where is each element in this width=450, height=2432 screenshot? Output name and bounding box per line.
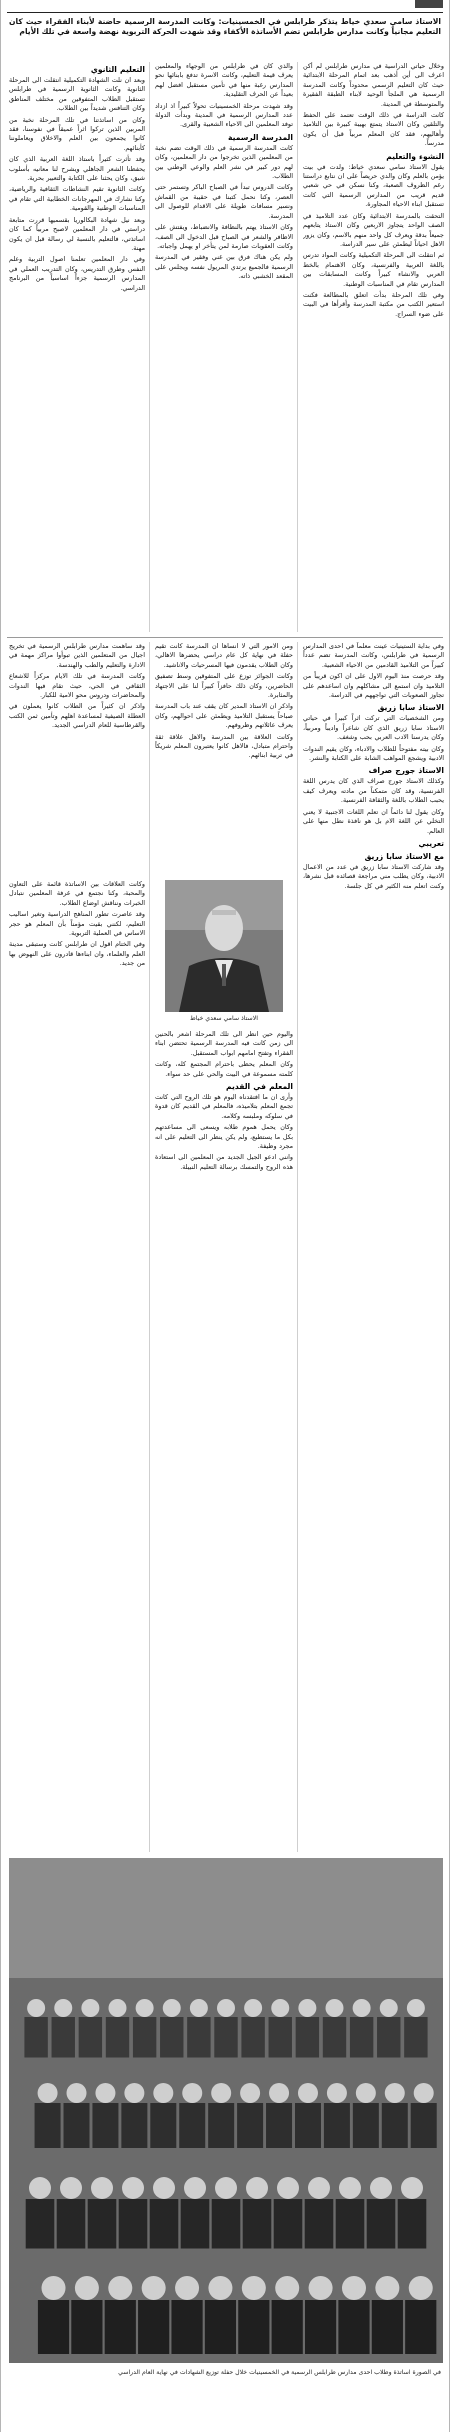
paragraph: يقول الاستاذ سامي سعدي خياط: ولدت في بيت يؤمن بالعلم وكان والدي حريصاً على ان نتابع دراستنا رغم الظروف الصعبة، وكنا نسكن في حي شعبي قديم قريب من المدارس الرسمية التي كانت تستقبل ابناء الاحياء المجاورة. — [303, 162, 444, 209]
person-head — [182, 2083, 202, 2103]
paragraph: وقد شهدت مرحلة الخمسينيات تحولاً كبيراً اذ ازداد عدد المدارس الرسمية في المدينة وبدأت الدولة توفد المعلمين الى الاحياء الشعبية والقرى. — [155, 101, 293, 129]
person-head — [353, 1999, 371, 2017]
person-head — [269, 2083, 289, 2103]
person-body — [64, 2103, 90, 2148]
person-head — [277, 2177, 299, 2199]
person-head — [217, 1999, 235, 2017]
person-body — [71, 2300, 102, 2354]
person-head — [370, 2177, 392, 2199]
person-head — [184, 2177, 206, 2199]
person-head — [271, 1999, 289, 2017]
paragraph: كانت المدرسة الرسمية في ذلك الوقت تضم نخبة من المعلمين الذين تخرجوا من دار المعلمين، وكان لهم دور كبير في نشر العلم والوعي الوطني بين الطلاب. — [155, 143, 293, 181]
paragraph: وقد حرصت منذ اليوم الاول على ان اكون قريباً من التلاميذ وان استمع الى مشاكلهم وان اساعدهم على تجاوز الصعوبات التي تواجههم في الدراسة. — [303, 672, 444, 700]
person-head — [109, 1999, 127, 2017]
person-head — [215, 2177, 237, 2199]
paragraph: وبعد ان نلت الشهادة التكميلية انتقلت الى المرحلة الثانوية وكانت الثانوية الرسمية في طرابلس تستقبل الطلاب المتفوقين من مختلف المناطق وكان التنافس شديداً بين الطلاب. — [9, 76, 145, 113]
article-column-6 — [9, 642, 145, 874]
paragraph: وكان من اساتذتنا في تلك المرحلة نخبة من المربين الذين تركوا اثراً عميقاً في نفوسنا، فقد كانوا يجمعون بين العلم والاخلاق ويعاملوننا كأبنائهم. — [9, 115, 145, 152]
article-column-5 — [155, 642, 293, 874]
person-body — [171, 2300, 202, 2354]
person-body — [187, 2017, 210, 2058]
person-head — [163, 1999, 181, 2017]
article-column-3 — [9, 62, 145, 632]
paragraph: وفي تلك المرحلة بدأت اتعلق بالمطالعة فكنت استعير الكتب من مكتبة المدرسة وأقرأها في البيت على ضوء السراج. — [303, 290, 444, 318]
person-head — [153, 2083, 173, 2103]
paragraph: واذكر ان الاستاذ المدير كان يقف عند باب المدرسة صباحاً يستقبل التلاميذ ويطمئن على احوالهم، وكان يعرف عائلاتهم وظروفهم. — [155, 702, 293, 730]
person-head — [407, 1999, 425, 2017]
group-photo-caption: في الصورة اساتذة وطلاب احدى مدارس طرابلس الرسمية في الخمسينيات خلال حفلة توزيع الشهادات في نهاية العام الدراسي — [118, 2369, 441, 2376]
person-body — [405, 2300, 436, 2354]
paragraph: ولم يكن هناك فرق بين غني وفقير في المدرسة الرسمية فالجميع يرتدي المريول نفسه ويجلس على المقعد الخشبي ذاته. — [155, 253, 293, 281]
paragraph: وخلال حياتي الدراسية في مدارس طرابلس لم أكن اعرف الى أين أذهب بعد اتمام المرحلة الابتدائية حيث كان التعليم الرسمي محدوداً وكانت المدرسة الرسمية هي الملجأ الوحيد لابناء الطبقة الفقيرة والمتوسطة في المدينة. — [303, 62, 444, 108]
paragraph: وكانت الثانوية تقيم النشاطات الثقافية والرياضية، وكنا نشارك في المهرجانات الخطابية التي تقام في المناسبات الوطنية والقومية. — [9, 185, 145, 213]
person-body — [243, 2199, 272, 2249]
article-column-4 — [303, 642, 444, 1842]
newspaper-logo — [415, 0, 443, 8]
paragraph: وبعد نيل شهادة البكالوريا بقسميها قررت متابعة دراستي في دار المعلمين لاصبح مربياً كما كان اساتذتي، فالتعليم بالنسبة لي رسالة قبل ان يكون مهنة. — [9, 215, 145, 252]
person-head — [108, 2276, 132, 2300]
person-head — [298, 2083, 318, 2103]
person-body — [88, 2199, 117, 2249]
person-body — [269, 2017, 292, 2058]
person-body — [150, 2199, 179, 2249]
person-body — [238, 2300, 269, 2354]
person-head — [136, 1999, 154, 2017]
person-body — [237, 2103, 263, 2148]
person-head — [208, 2276, 232, 2300]
person-body — [119, 2199, 148, 2249]
paragraph: واذكر ان كثيراً من الطلاب كانوا يعملون في العطلة الصيفية لمساعدة اهلهم وتأمين ثمن الكتب والقرطاسية للعام الدراسي الجديد. — [9, 702, 145, 730]
person-head — [327, 2083, 347, 2103]
portrait-caption: الاستاذ سامي سعدي خياط — [190, 1015, 258, 1022]
person-body — [272, 2300, 303, 2354]
person-body — [52, 2017, 75, 2058]
section-divider — [7, 637, 443, 638]
article-column-7 — [155, 1030, 293, 1850]
person-body — [305, 2199, 334, 2249]
person-head — [244, 1999, 262, 2017]
paragraph: وأرى ان ما افتقدناه اليوم هو تلك الروح التي كانت تجمع المعلم بتلاميذه، فالمعلم في القديم كان قدوة في سلوكه وملبسه وكلامه. — [155, 1093, 293, 1120]
person-body — [106, 2017, 129, 2058]
column-divider — [297, 642, 298, 1852]
person-head — [122, 2177, 144, 2199]
paragraph: وكانت العلاقات بين الاساتذة قائمة على التعاون والمحبة، وكنا نجتمع في غرفة المعلمين نتبادل الخبرات ونناقش اوضاع الطلاب. — [9, 880, 145, 907]
paragraph: وقد تأثرت كثيراً باستاذ اللغة العربية الذي كان يحفظنا الشعر الجاهلي ويشرح لنا معانيه بأسلوب شيق، وكان يحثنا على الكتابة والتعبير بحرية. — [9, 155, 145, 183]
paragraph: وكذلك الاستاذ جورج صراف الذي كان يدرس اللغة الفرنسية، وقد كان متمكناً من مادته ويعرف كيف يحبب الطلاب باللغة والثقافة الفرنسية. — [303, 777, 444, 805]
person-head — [375, 2276, 399, 2300]
paragraph: وكان الاستاذ يهتم بالنظافة والانضباط، ويفتش على الاظافر والشعر في الصباح قبل الدخول الى الصف، وكانت العقوبات صارمة لمن يتأخر او يهمل واجباته. — [155, 223, 293, 250]
article-headline: الاستاذ سامي سعدي خياط يتذكر طرابلس في الخمسينيات: وكانت المدرسة الرسمية حاضنة لأبناء الفقراء حيث كان التعليم مجانياً وكانت مدارس طرابلس تضم الأساتذة الأكفاء وقد شهدت الحركة التربوية نهضة واسعة في تلك الأيام — [9, 17, 441, 36]
paragraph: وكانت العلاقة بين المدرسة والاهل علاقة ثقة واحترام متبادل، فالاهل كانوا يعتبرون المعلم شريكاً في تربية ابنائهم. — [155, 732, 293, 760]
portrait-image — [165, 880, 283, 1012]
person-head — [342, 2276, 366, 2300]
paragraph: وقد عاصرت تطور المناهج الدراسية وتغير اساليب التعليم، لكنني بقيت مؤمناً بأن المعلم هو حجر الاساس في العملية التربوية. — [9, 910, 145, 938]
person-body — [353, 2103, 379, 2148]
person-head — [38, 2083, 58, 2103]
portrait-photo — [165, 880, 283, 1012]
person-head — [401, 2177, 423, 2199]
paragraph: كانت الدراسة في ذلك الوقت تعتمد على الحفظ والتلقين وكان الاستاذ يتمتع بهيبة كبيرة بين التلاميذ وأهاليهم، فقد كان المعلم مربياً قبل أن يكون مدرساً. — [303, 111, 444, 148]
person-body — [411, 2103, 437, 2148]
person-body — [296, 2017, 319, 2058]
person-body — [181, 2199, 210, 2249]
article-column-1 — [303, 62, 444, 632]
person-body — [372, 2300, 403, 2354]
person-head — [380, 1999, 398, 2017]
person-body — [150, 2103, 176, 2148]
person-head — [211, 2083, 231, 2103]
person-body — [212, 2199, 241, 2249]
subheading: الاستاذ سابا زريق — [377, 703, 444, 713]
paragraph: واليوم حين انظر الى تلك المرحلة اشعر بالحنين الى زمن كانت فيه المدرسة الرسمية تحتضن ابناء الفقراء وتفتح امامهم ابواب المستقبل. — [155, 1030, 293, 1057]
person-body — [214, 2017, 237, 2058]
person-body — [24, 2017, 47, 2058]
person-head — [81, 1999, 99, 2017]
person-body — [323, 2017, 346, 2058]
masthead-bar — [7, 4, 443, 13]
person-head — [27, 1999, 45, 2017]
person-head — [385, 2083, 405, 2103]
person-body — [179, 2103, 205, 2148]
person-body — [121, 2103, 147, 2148]
person-head — [95, 2083, 115, 2103]
subheading: المدرسة الرسمية — [228, 132, 293, 142]
person-head — [309, 2276, 333, 2300]
subheading: النشوء والتعليم — [386, 151, 444, 161]
person-body — [38, 2300, 69, 2354]
person-body — [350, 2017, 373, 2058]
person-head — [29, 2177, 51, 2199]
paragraph: وقد ساهمت مدارس طرابلس الرسمية في تخريج اجيال من المتعلمين الذين تبوأوا مراكز مهمة في الادارة والتعليم والطب والهندسة. — [9, 642, 145, 669]
person-head — [190, 1999, 208, 2017]
paragraph: وكان المعلم يحظى باحترام المجتمع كله، وكانت كلمته مسموعة في البيت والحي على حد سواء. — [155, 1060, 293, 1078]
article-column-8 — [9, 880, 145, 1850]
person-head — [308, 2177, 330, 2199]
person-body — [367, 2199, 396, 2249]
person-head — [409, 2276, 433, 2300]
subheading: تعريبي — [418, 838, 444, 848]
paragraph: وكانت الدروس تبدأ في الصباح الباكر وتستمر حتى العصر، وكنا نحمل كتبنا في حقيبة من القماش ونسير مسافات طويلة على الاقدام للوصول الى المدرسة. — [155, 183, 293, 220]
group-photo-image — [9, 1858, 443, 2363]
person-head — [242, 2276, 266, 2300]
person-head — [54, 1999, 72, 2017]
paragraph: وفي بداية الستينيات عينت معلماً في احدى المدارس الرسمية في طرابلس، وكانت المدرسة تضم عدداً كبيراً من التلاميذ القادمين من الاحياء الشعبية. — [303, 642, 444, 669]
person-head — [356, 2083, 376, 2103]
person-body — [295, 2103, 321, 2148]
paragraph: وكانت الجوائز توزع على المتفوقين وسط تصفيق الحاضرين، وكان ذلك حافزاً كبيراً لنا على الاجتهاد والمثابرة. — [155, 672, 293, 700]
paragraph: وكان بيته مفتوحاً للطلاب والادباء، وكان يقيم الندوات الادبية ويشجع المواهب الشابة على الكتابة والنشر. — [303, 744, 444, 763]
paragraph: وكان يقول لنا دائماً ان تعلم اللغات الاجنبية لا يعني التخلي عن اللغة الام بل هو نافذة نطل منها على العالم. — [303, 807, 444, 835]
person-body — [208, 2103, 234, 2148]
person-head — [175, 2276, 199, 2300]
person-body — [305, 2300, 336, 2354]
person-body — [35, 2103, 61, 2148]
person-head — [153, 2177, 175, 2199]
person-head — [75, 2276, 99, 2300]
person-head — [246, 2177, 268, 2199]
paragraph: وفي دار المعلمين تعلمنا اصول التربية وعلم النفس وطرق التدريس، وكان التدريب العملي في المدارس الرسمية جزءاً اساسياً من البرنامج الدراسي. — [9, 255, 145, 292]
paragraph: والذي كان في طرابلس من الوجهاء والمعلمين يعرف قيمة التعليم، وكانت الاسرة تدفع بابنائها نحو المدارس رغبة منها في تأمين مستقبل افضل لهم بعيداً عن الحرف التقليدية. — [155, 62, 293, 99]
person-head — [414, 2083, 434, 2103]
person-body — [266, 2103, 292, 2148]
paragraph: وفي الختام اقول ان طرابلس كانت وستبقى مدينة العلم والعلماء، وان ابناءها قادرون على النهوض بها من جديد. — [9, 940, 145, 968]
person-head — [124, 2083, 144, 2103]
person-head — [339, 2177, 361, 2199]
paragraph: ثم انتقلت الى المرحلة التكميلية وكانت المواد تدرس باللغة العربية والفرنسية، وكان الاهتمام بالخط العربي والانشاء كبيراً وكانت المسابقات بين المدارس تقام في المناسبات الوطنية. — [303, 251, 444, 288]
person-head — [298, 1999, 316, 2017]
subheading: التعليم الثانوي — [90, 65, 145, 74]
paragraph: وكانت المدرسة في تلك الايام مركزاً للاشعاع الثقافي في الحي، حيث تقام فيها الندوات والمحاضرات ودروس محو الامية للكبار. — [9, 672, 145, 700]
person-head — [67, 2083, 87, 2103]
paragraph: التحقت بالمدرسة الابتدائية وكان عدد التلاميذ في الصف الواحد يتجاوز الاربعين وكان الاستاذ يتابعهم جميعاً بدقة ويعرف كل واحد منهم بالاسم، وكان يزور الاهل احياناً ليطمئن على سير الدراسة. — [303, 211, 444, 248]
person-body — [274, 2199, 303, 2249]
person-body — [133, 2017, 156, 2058]
paragraph: وكان يحمل هموم طلابه ويسعى الى مساعدتهم بكل ما يستطيع، ولم يكن ينظر الى التعليم على انه مجرد وظيفة. — [155, 1123, 293, 1151]
group-photo — [9, 1858, 443, 2363]
person-body — [79, 2017, 102, 2058]
person-head — [142, 2276, 166, 2300]
article-column-2 — [155, 62, 293, 632]
subheading: الاستاذ جورج صراف — [368, 766, 444, 776]
person-body — [92, 2103, 118, 2148]
column-divider — [149, 642, 150, 1852]
person-body — [205, 2300, 236, 2354]
person-body — [105, 2300, 136, 2354]
person-body — [241, 2017, 264, 2058]
subheading: مع الاستاذ سابا زريق — [364, 851, 444, 861]
column-divider — [297, 62, 298, 632]
paragraph: وانني ادعو الجيل الجديد من المعلمين الى استعادة هذه الروح والتمسك برسالة التعليم النبيلة. — [155, 1153, 293, 1171]
person-body — [160, 2017, 183, 2058]
person-body — [26, 2199, 55, 2249]
person-body — [398, 2199, 427, 2249]
person-head — [60, 2177, 82, 2199]
paragraph: ومن الشخصيات التي تركت اثراً كبيراً في حياتي الاستاذ سابا زريق الذي كان شاعراً واديباً ومربياً، وكان يدرسنا الادب العربي بحب وشغف. — [303, 714, 444, 742]
person-body — [338, 2300, 369, 2354]
person-head — [326, 1999, 344, 2017]
person-head — [91, 2177, 113, 2199]
column-divider — [149, 62, 150, 632]
paragraph: ومن الامور التي لا انساها ان المدرسة كانت تقيم حفلة في نهاية كل عام دراسي يحضرها الاهالي، وكان الطلاب يقدمون فيها المسرحيات والاناشيد. — [155, 642, 293, 669]
person-body — [324, 2103, 350, 2148]
person-body — [382, 2103, 408, 2148]
person-body — [377, 2017, 400, 2058]
person-head — [42, 2276, 66, 2300]
person-body — [138, 2300, 169, 2354]
paragraph: وقد شاركت الاستاذ سابا زريق في عدد من الاعمال الادبية، وكان يطلب مني مراجعة قصائده قبل نشرها، وكنت اتعلم منه الكثير في كل جلسة. — [303, 862, 444, 890]
person-body — [57, 2199, 86, 2249]
person-head — [240, 2083, 260, 2103]
subheading: المعلم في القديم — [226, 1082, 293, 1092]
person-body — [404, 2017, 427, 2058]
person-body — [336, 2199, 365, 2249]
person-head — [275, 2276, 299, 2300]
